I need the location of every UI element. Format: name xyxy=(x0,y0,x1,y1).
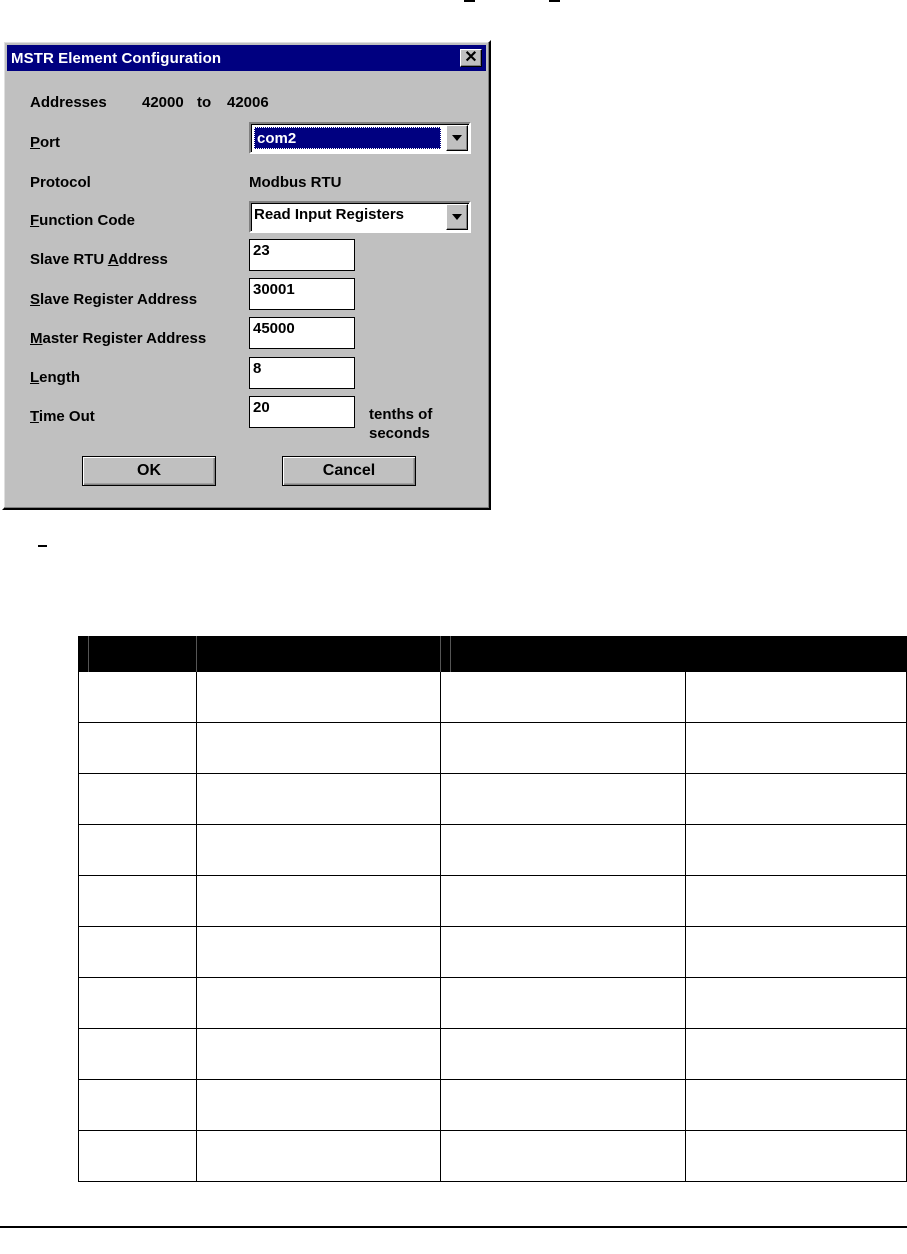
table-row xyxy=(78,1080,907,1131)
underline-mark xyxy=(38,545,47,547)
column-divider xyxy=(685,672,686,1182)
time-out-field[interactable]: 20 xyxy=(249,396,355,428)
slave-rtu-address-field[interactable]: 23 xyxy=(249,239,355,271)
top-text-marks xyxy=(0,0,907,12)
table-row xyxy=(78,927,907,978)
footer-rule xyxy=(0,1226,907,1228)
addresses-label: Addresses xyxy=(30,94,107,111)
dialog-titlebar[interactable] xyxy=(7,45,486,71)
length-label: Length xyxy=(30,369,80,386)
length-field[interactable]: 8 xyxy=(249,357,355,389)
master-register-address-label: Master Register Address xyxy=(30,330,207,347)
ok-button[interactable]: OK xyxy=(82,456,216,486)
table-row xyxy=(78,774,907,825)
addresses-from: 42000 xyxy=(142,94,184,111)
table-row xyxy=(78,825,907,876)
table-row xyxy=(78,1029,907,1080)
time-out-unit-line1: tenths of xyxy=(369,406,433,423)
port-value: com2 xyxy=(254,127,441,149)
chevron-down-icon[interactable] xyxy=(446,125,468,151)
protocol-label: Protocol xyxy=(30,174,91,191)
addresses-to-word: to xyxy=(197,94,212,111)
addresses-to: 42006 xyxy=(227,94,269,111)
mstr-config-dialog xyxy=(2,40,491,510)
dialog-title: MSTR Element Configuration xyxy=(11,50,222,67)
underline-mark xyxy=(464,0,475,2)
table-row xyxy=(78,672,907,723)
underline-mark xyxy=(549,0,560,2)
protocol-value: Modbus RTU xyxy=(249,174,342,191)
column-divider xyxy=(78,672,79,1182)
time-out-label: Time Out xyxy=(30,408,95,425)
header-divider xyxy=(196,636,197,672)
table-header xyxy=(78,636,907,672)
column-divider xyxy=(440,672,441,1182)
slave-register-address-field[interactable]: 30001 xyxy=(249,278,355,310)
cancel-button[interactable]: Cancel xyxy=(282,456,416,486)
function-code-select[interactable] xyxy=(249,201,471,233)
table-row xyxy=(78,876,907,927)
header-divider xyxy=(450,636,451,672)
close-icon[interactable]: ✕ xyxy=(460,49,482,67)
table-row xyxy=(78,978,907,1029)
slave-register-address-label: Slave Register Address xyxy=(30,291,198,308)
chevron-down-icon[interactable] xyxy=(446,204,468,230)
header-divider xyxy=(440,636,441,672)
time-out-unit-line2: seconds xyxy=(369,425,430,442)
port-select[interactable] xyxy=(249,122,471,154)
master-register-address-field[interactable]: 45000 xyxy=(249,317,355,349)
function-code-label: Function Code xyxy=(30,212,135,229)
table-row xyxy=(78,1131,907,1182)
table-row xyxy=(78,723,907,774)
function-code-value: Read Input Registers xyxy=(254,206,405,223)
port-label: Port xyxy=(30,134,61,151)
header-divider xyxy=(88,636,89,672)
slave-rtu-address-label: Slave RTU Address xyxy=(30,251,168,268)
column-divider xyxy=(196,672,197,1182)
